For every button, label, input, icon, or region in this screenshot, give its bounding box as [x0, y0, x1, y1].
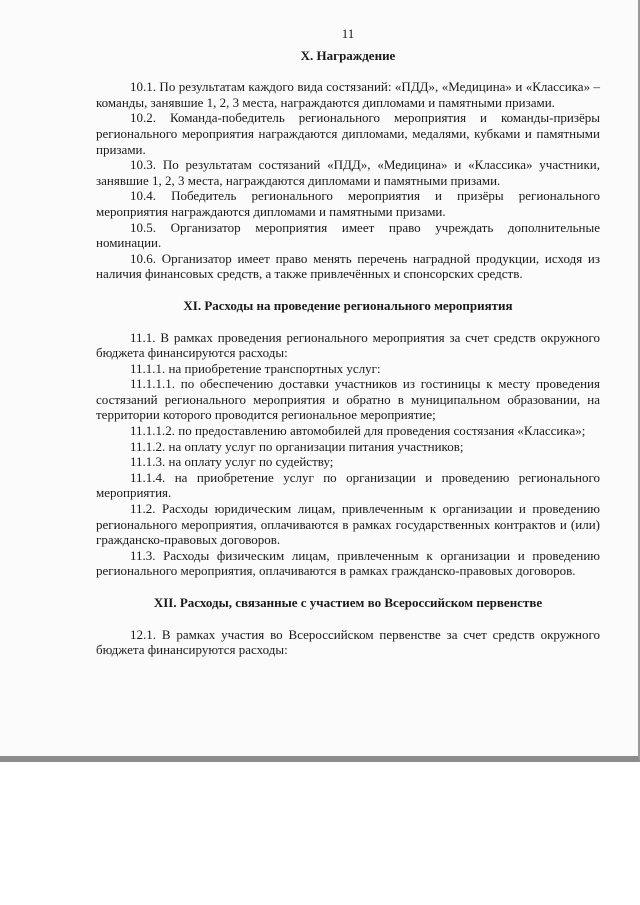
page-content	[96, 26, 600, 658]
section-heading-awards: X. Награждение	[300, 47, 396, 63]
paragraph-11-1: 11.1. В рамках проведения регионального мероприятия за счет средств окружного бюджета финансируются расходы:	[96, 329, 600, 361]
section-heading-all-russian-expenses: XII. Расходы, связанные с участием во Всероссийском первенстве	[153, 595, 543, 610]
paragraph-11-2: 11.2. Расходы юридическим лицам, привлеченным к организации и проведению регионального мероприятия, оплачиваются в рамках государственных контрактов и (или) гражданско-правовых договоров.	[96, 501, 600, 548]
paragraph-10-6: 10.6. Организатор имеет право менять перечень наградной продукции, исходя из наличия финансовых средств, а также привлечённых и спонсорских средств.	[96, 250, 600, 282]
paragraph-11-1-3: 11.1.3. на оплату услуг по судейству;	[130, 454, 334, 470]
paragraph-10-1: 10.1. По результатам каждого вида состязаний: «ПДД», «Медицина» и «Классика» – команды, занявшие 1, 2, 3 места, награждаются дипломами и памятными призами.	[96, 79, 600, 110]
paragraph-12-1: 12.1. В рамках участия во Всероссийском первенстве за счет средств окружного бюджета финансируются расходы:	[96, 626, 600, 658]
page-number: 11	[341, 26, 355, 41]
paragraph-11-1-2: 11.1.2. на оплату услуг по организации питания участников;	[130, 438, 464, 454]
section-heading-regional-expenses: XI. Расходы на проведение регионального мероприятия	[183, 297, 513, 313]
paragraph-11-3: 11.3. Расходы физическим лицам, привлеченным к организации и проведению регионального мероприятия, оплачиваются в рамках гражданско-правовых договоров.	[96, 547, 600, 579]
paragraph-11-1-1-1: 11.1.1.1. по обеспечению доставки участников из гостиницы к месту проведения состязаний регионального мероприятия и обратно в муниципальном образовании, на территории которого проводится региональное мероприятие;	[96, 376, 600, 423]
paragraph-11-1-1: 11.1.1. на приобретение транспортных услуг:	[130, 360, 381, 376]
paragraph-11-1-4: 11.1.4. на приобретение услуг по организации и проведению регионального мероприятия.	[96, 469, 600, 501]
paragraph-10-3: 10.3. По результатам состязаний «ПДД», «Медицина» и «Классика» участники, занявшие 1, 2, 3 места, награждаются дипломами и памятными призами.	[96, 157, 600, 188]
paragraph-10-5: 10.5. Организатор мероприятия имеет право учреждать дополнительные номинации.	[96, 219, 600, 251]
paragraph-11-1-1-2: 11.1.1.2. по предоставлению автомобилей для проведения состязания «Классика»;	[130, 423, 586, 439]
paragraph-10-2: 10.2. Команда-победитель регионального мероприятия и команды-призёры регионального мероприятия награждаются дипломами, медалями, кубками и памятными призами.	[96, 110, 600, 157]
paragraph-10-4: 10.4. Победитель регионального мероприятия и призёры регионального мероприятия награждаются дипломами и памятными призами.	[96, 188, 600, 219]
